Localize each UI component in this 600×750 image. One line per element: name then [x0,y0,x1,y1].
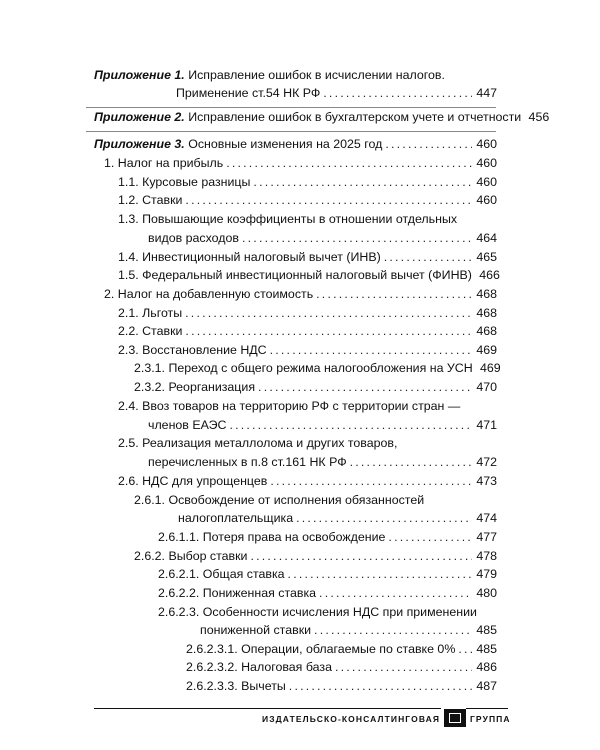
toc-entry-app1-cont[interactable] [176,86,497,104]
dot-leader [319,586,472,600]
dot-leader [270,474,472,488]
footer-group: ГРУППА [470,714,511,724]
toc-entry-label: 2.1. Льготы [118,306,183,320]
toc-entry-label: 2.6.1. Освобождение от исполнения обязанностей [134,493,425,507]
toc-entry-app2[interactable] [94,110,550,128]
toc-page-number: 456 [528,110,550,124]
toc-page-number: 464 [476,231,497,245]
dot-leader [289,679,472,693]
toc-entry-s2-4-cont[interactable] [148,418,497,436]
dot-leader [270,343,472,357]
toc-entry-s2-5-cont[interactable] [148,455,497,473]
toc-entry-s2-6-2-1[interactable] [158,567,497,585]
toc-entry-bold: Приложение 1. [94,68,185,82]
toc-entry-s2-4[interactable] [118,399,497,417]
dot-leader [335,660,472,674]
dot-leader [185,306,472,320]
dot-leader [323,86,472,100]
footer-rule-right [466,708,508,709]
toc-entry-label: 2.6.2.3.2. Налоговая база [186,660,332,674]
dot-leader [258,380,472,394]
toc-entry-s2-6-2-3-2[interactable] [186,660,497,678]
toc-entry-s1-2[interactable] [118,193,497,211]
toc-entry-s2-3[interactable] [118,343,497,361]
dot-leader [250,549,472,563]
toc-entry-app1[interactable] [94,68,497,86]
toc-page-number: 466 [479,268,500,282]
footer-rule [94,708,441,709]
toc-entry-label: 1.2. Ставки [118,193,183,207]
toc-page-number: 465 [476,250,497,264]
toc-entry-label: 2.6.2.1. Общая ставка [158,567,285,581]
toc-entry-s2-1[interactable] [118,306,497,324]
toc-page-number: 478 [476,549,497,563]
toc-entry-label: Исправление ошибок в бухгалтерском учете и отчетности [188,110,522,124]
toc-page-number: 447 [476,86,497,100]
toc-entry-label: 2.6.2.3.1. Операции, облагаемые по ставке 0% [186,642,456,656]
toc-page-number: 473 [476,474,497,488]
toc-entry-label: 2.6.1.1. Потеря права на освобождение [158,530,386,544]
dot-leader [296,511,472,525]
toc-entry-cont: перечисленных в п.8 ст.161 НК РФ [148,455,347,469]
toc-page-number: 486 [476,660,497,674]
toc-page-number: 471 [476,418,497,432]
toc-entry-s1-4[interactable] [118,250,497,268]
toc-entry-s2-6-2-3[interactable] [158,605,497,623]
toc-page-number: 460 [476,193,497,207]
toc-entry-label: 2.6.2.3. Особенности исчисления НДС при применении [158,605,477,619]
dot-leader [385,137,472,151]
toc-entry-app3[interactable] [94,137,497,155]
toc-page-number: 480 [476,586,497,600]
toc-entry-label: 2.5. Реализация металлолома и других товаров, [118,436,398,450]
toc-entry-s2-6-2-2[interactable] [158,586,497,604]
toc-entry-bold: Приложение 2. [94,110,185,124]
toc-entry-label: 2.6.2. Выбор ставки [134,549,248,563]
toc-entry-s1-3-cont[interactable] [148,231,497,249]
divider [86,107,496,108]
toc-entry-cont: Применение ст.54 НК РФ [176,86,321,100]
toc-entry-s2-6-1-cont[interactable] [178,511,497,529]
toc-page-number: 469 [476,343,497,357]
toc-page-number: 474 [476,511,497,525]
dot-leader [253,175,472,189]
toc-page-number: 485 [476,642,497,656]
toc-page-number: 468 [476,287,497,301]
dot-leader [288,567,472,581]
toc-page-number: 460 [476,156,497,170]
footer-publisher: ИЗДАТЕЛЬСКО-КОНСАЛТИНГОВАЯ [262,714,441,724]
toc-entry-s2-2[interactable] [118,324,497,342]
toc-entry-s1-5[interactable] [118,268,500,286]
toc-entry-label: 1.5. Федеральный инвестиционный налоговый вычет (ФИНВ) [118,268,472,282]
toc-page-number: 468 [476,324,497,338]
toc-entry-label: Основные изменения на 2025 год [188,137,383,151]
toc-page-number: 472 [476,455,497,469]
dot-leader [242,231,472,245]
toc-entry-label: 2.3.2. Реорганизация [134,380,256,394]
toc-page-number: 470 [476,380,497,394]
toc-entry-s2-6-2[interactable] [134,549,497,567]
toc-page-number: 469 [480,361,501,375]
divider [86,131,496,132]
toc-entry-s2-6-2-3-cont[interactable] [200,623,497,641]
toc-entry-label: 2.4. Ввоз товаров на территорию РФ с территории стран — [118,399,461,413]
toc-entry-s2-3-2[interactable] [134,380,497,398]
toc-entry-label: 1.3. Повышающие коэффициенты в отношении отдельных [118,212,458,226]
toc-entry-s2-6-1[interactable] [134,493,497,511]
toc-entry-s2[interactable] [104,287,497,305]
dot-leader [458,642,472,656]
dot-leader [226,156,472,170]
dot-leader [314,623,472,637]
toc-entry-s2-6-2-3-1[interactable] [186,642,497,660]
dot-leader [350,455,472,469]
toc-entry-s1-1[interactable] [118,175,497,193]
toc-page-number: 460 [476,175,497,189]
dot-leader [388,530,472,544]
toc-entry-label: 2.6.2.2. Пониженная ставка [158,586,317,600]
toc-entry-bold: Приложение 3. [94,137,185,151]
toc-page-number: 468 [476,306,497,320]
toc-entry-label: 2. Налог на добавленную стоимость [104,287,314,301]
toc-entry-label: 2.3. Восстановление НДС [118,343,267,357]
toc-entry-s2-6-2-3-3[interactable] [186,679,497,697]
toc-page-number: 487 [476,679,497,693]
dot-leader [384,250,472,264]
toc-entry-s1-3[interactable] [118,212,497,230]
toc-entry-label: 2.6. НДС для упрощенцев [118,474,268,488]
toc-page-number: 479 [476,567,497,581]
dot-leader [229,418,472,432]
toc-entry-s2-6-1-1[interactable] [158,530,497,548]
toc-entry-label: 1.4. Инвестиционный налоговый вычет (ИНВ) [118,250,381,264]
toc-page-number: 477 [476,530,497,544]
toc-entry-s1[interactable] [104,156,497,174]
dot-leader [185,193,472,207]
dot-leader [316,287,472,301]
toc-entry-label: Исправление ошибок в исчислении налогов. [188,68,445,82]
toc-entry-cont: членов ЕАЭС [148,418,227,432]
dot-leader [185,324,472,338]
toc-page-number: 485 [476,623,497,637]
toc-entry-label: 1.1. Курсовые разницы [118,175,251,189]
toc-entry-cont: пониженной ставки [200,623,312,637]
publisher-logo-icon [444,709,466,727]
toc-entry-label: 2.3.1. Переход с общего режима налогообложения на УСН [134,361,473,375]
toc-entry-s2-6[interactable] [118,474,497,492]
toc-entry-s2-3-1[interactable] [134,361,501,379]
toc-entry-cont: налогоплательщика [178,511,294,525]
toc-page-number: 460 [476,137,497,151]
toc-entry-s2-5[interactable] [118,436,497,454]
toc-entry-cont: видов расходов [148,231,240,245]
toc-entry-label: 2.2. Ставки [118,324,183,338]
toc-entry-label: 2.6.2.3.3. Вычеты [186,679,286,693]
toc-entry-label: 1. Налог на прибыль [104,156,224,170]
